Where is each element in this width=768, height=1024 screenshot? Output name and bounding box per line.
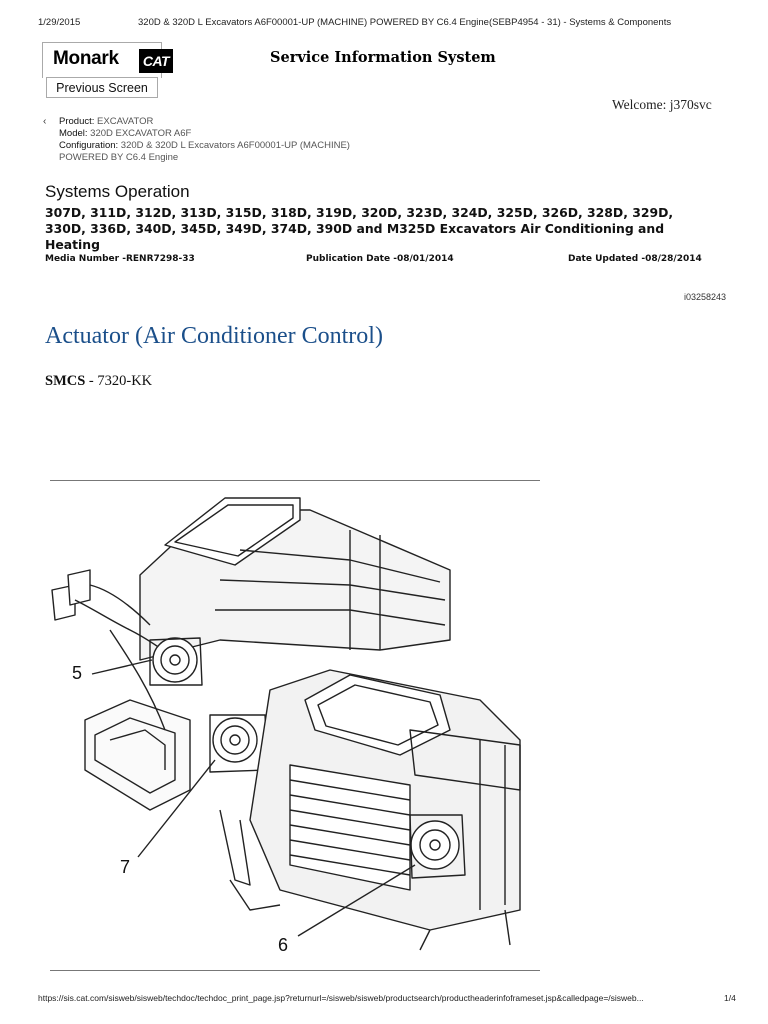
configuration-value-cont: POWERED BY C6.4 Engine — [59, 152, 179, 163]
print-date: 1/29/2015 — [38, 17, 81, 28]
figure-bottom-rule — [50, 970, 540, 971]
callout-5: 5 — [72, 663, 83, 683]
media-number: Media Number -RENR7298-33 — [45, 254, 195, 264]
chevron-left-icon[interactable]: ‹ — [43, 116, 47, 127]
rear-housing — [140, 498, 450, 660]
model-label: Model: — [59, 128, 88, 139]
date-updated: Date Updated -08/28/2014 — [568, 254, 702, 264]
applicable-models — [45, 205, 745, 253]
previous-screen-button[interactable]: Previous Screen — [46, 77, 158, 98]
leader-line-5 — [92, 660, 152, 674]
welcome-user: Welcome: j370svc — [612, 97, 712, 112]
page-number: 1/4 — [724, 993, 736, 1003]
configuration-label: Configuration: — [59, 140, 119, 151]
configuration-value: 320D & 320D L Excavators A6F00001-UP (MACHINE) — [120, 140, 350, 151]
print-title: 320D & 320D L Excavators A6F00001-UP (MACHINE) POWERED BY C6.4 Engine(SEBP4954 - 31) - Systems & Components — [138, 17, 672, 28]
left-duct — [85, 700, 190, 810]
models-line: Heating — [45, 237, 100, 252]
smcs-label: SMCS — [45, 373, 86, 389]
product-label: Product: — [59, 116, 95, 127]
publication-date: Publication Date -08/01/2014 — [306, 254, 454, 264]
product-value: EXCAVATOR — [97, 116, 154, 127]
document-id: i03258243 — [683, 292, 726, 302]
brand-logo: Monark — [53, 48, 119, 69]
cat-logo-badge: CAT — [139, 49, 173, 73]
models-line: 307D, 311D, 312D, 313D, 315D, 318D, 319D, 320D, 323D, 324D, 325D, 326D, 328D, 329D, — [45, 205, 674, 220]
smcs-value: - 7320-KK — [85, 373, 153, 389]
section-heading: Systems Operation — [45, 182, 190, 201]
actuator-illustration — [50, 490, 550, 960]
model-value: 320D EXCAVATOR A6F — [90, 128, 192, 139]
callout-7: 7 — [120, 857, 131, 877]
document-title: Actuator (Air Conditioner Control) — [45, 323, 383, 349]
system-title: Service Information System — [270, 49, 496, 66]
front-housing — [250, 670, 520, 930]
product-breadcrumb — [45, 116, 350, 164]
figure-top-rule — [50, 480, 540, 481]
callout-6: 6 — [278, 935, 289, 955]
print-url: https://sis.cat.com/sisweb/sisweb/techdoc/techdoc_print_page.jsp?returnurl=/sisweb/sisweb/productsearch/productheaderinfoframeset.jsp&calledpage=/sisweb... — [38, 993, 644, 1003]
smcs-code — [45, 373, 152, 390]
models-line: 330D, 336D, 340D, 345D, 349D, 374D, 390D and M325D Excavators Air Conditioning and — [45, 221, 665, 236]
